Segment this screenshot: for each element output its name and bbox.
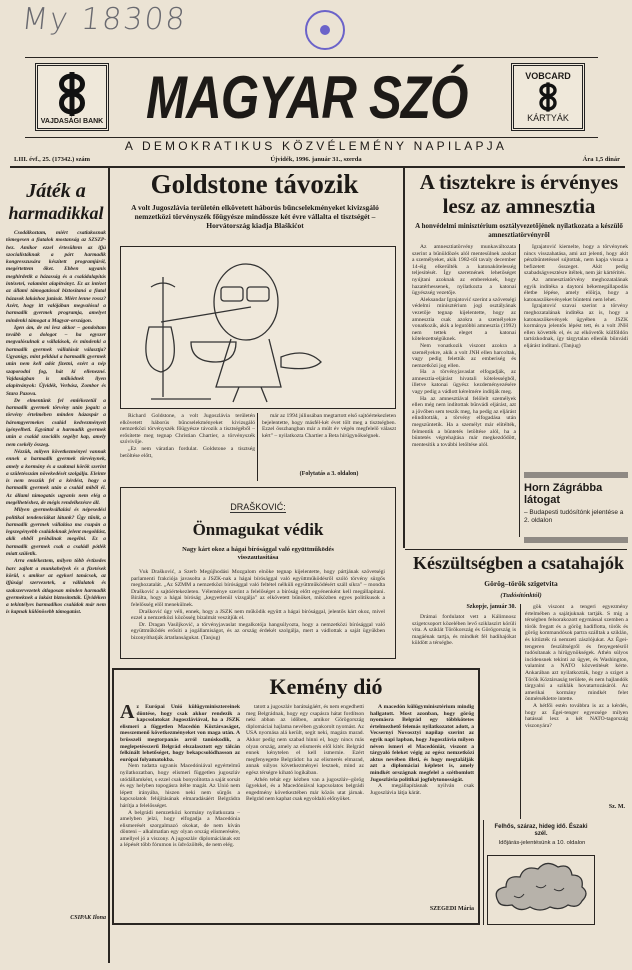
draskovic-subtitle: Nagy kárt okoz a hágai bírósággal való együttműködés visszautasítása	[182, 546, 334, 561]
paragraph: tatott a jugoszláv barátságáért, és nem engedhetti meg Belgrádnak, hogy egy csapásra hátat fordítson neki abban az időben, amikor Görögország diplomáciai hajlama nevében gyakorolt nyomást. Az USA nyomása alá került, segít neki, magára marad. Akkor pedig nem szabad hinni el, hogy nincs más olyan ország, amely az elismerés elől kitér. Belgrád ennek kénytelen el kell ismernie. Ezért megfenyegette Belgrádot: ha az elismerés elmarad, annak súlyos következményei lesznek, mind az egész térségre kiható logikában.	[246, 704, 364, 776]
caricature-drawing-icon	[121, 247, 394, 407]
paragraph: A hétfői estén továbbra is az a kérdés, hogy az Égei-tenger egyezsége milyen hatással lesz a két NATO-tagország viszonyára?	[525, 702, 628, 729]
warships-title[interactable]: Készültségben a csatahajók	[413, 553, 624, 573]
column-rule	[108, 168, 110, 963]
bank-label: VAJDASÁGI BANK	[40, 117, 104, 125]
kemeny-body-col2	[246, 704, 364, 915]
header-rule	[10, 166, 625, 168]
paragraph: már az 1994 júliusában megtartott első sajtóértekezleten bejelentette, hogy másfél-két évet tölt meg a tisztségben. Ezzel összhangban már a múlt év végén megfelelő választ kért" – nyilatkozta Chartier a Beta hírügynökségnek.	[262, 413, 396, 439]
paragraph: Nézzük, milyen következményei vannak ennek a harmadik gyermek törvénynek, amely a kormány és a szakmai körök szerint a születésszám növekedését szolgálja. Eleinte is nem tesszük fel a kérdést, hogy a harmadik gyermek után a család miből él. Az állami támogatás ugyanis nem elég a megélhetéshez, de mégis rendelkezésre áll.	[6, 448, 106, 506]
paragraph: A macedón külügyminisztérium mindig hallgatott. Most azonban, hogy görög nyomásra Belgrád egy többkötetes értelmezhető felemás nyilatkozatot adott, a Vecsernyi Novosztyi napilap szerint az egyik napi lapban, hogy Jugoszlávia milyen néven ismeri el Macedóniát, viszont a tárgyaló feleket végig az egész nemzetközi aktus nevében illeti, és hogy megtalálják azt a diplomáciai képletet is, amely mindkét országnak megfelel a szétbomlott Jugoszlávia politikai jogfolytonosságát.	[370, 704, 474, 783]
paragraph: Ha az amnesztiával felölelt személyek ellen még nem indítottak bűnvádi eljárást, azt a jövőben sem teszik meg, ha pedig az eljárást elindították, a törvény elfogadása után megszüntetik. Ha a személyt már elítélték, felmentik a büntetés letöltése alól, ha a büntetés végrehajtása már megkezdődött, mentesítik a további letöltése alól.	[412, 395, 516, 448]
amnesty-body-col2	[524, 244, 628, 465]
library-stamp-icon	[305, 10, 345, 50]
warships-byline: (Tudósítónktól)	[500, 592, 542, 599]
paragraph: Az amnesztiatörvény meghozatalának egyik indítéka a daytoni békemegállapodás életbe lépése, amely előírja, hogy a katonaszökevényeket büntetni nem lehet.	[524, 276, 628, 303]
column-rule	[520, 604, 521, 819]
goldstone-subtitle: A volt Jugoszlávia területén elkövetett háborús bűncselekményeket kivizsgáló nemzetközi törvényszék főügyésze mindössze két évre vállalta el tisztségét – Horvátország kiadja Blaškićot	[131, 203, 379, 230]
weather-reference[interactable]: Időjárás-jelentésünk a 10. oldalon	[498, 840, 586, 846]
decorative-bar	[524, 537, 628, 543]
horn-teaser-text: – Budapesti tudósítónk jelentése a 2. oldalon	[524, 509, 624, 524]
paragraph: Dr. Dragan Vasiljković, a törvényjavaslat megalkotója hangsúlyozta, hogy a nemzetközi bírósággal való együttműködés erősíti a jogállamiságot, és az ország érdekét szolgálja, mert a vádlottak a saját ügyükben bizonyíthatják ártatlanságukat. (Tanjug)	[131, 621, 385, 641]
kemeny-signature: SZEGEDI Mária	[429, 906, 474, 912]
warships-signature: Sz. M.	[608, 804, 625, 810]
paragraph: A belgrádi nemzetközi kormány nyilatkozata – amelyben jelzi, hogy elfogadja a Macedónia elismerését szorgalmazó okokat, de nem kíván dönteni – alkalmatlan egy olyan ország elismerésére, amellyel jó a viszony. A jugoszláv diplomáciának ezt a lépését több fórumon is üdvözölték, de nem elég.	[120, 809, 240, 849]
decorative-bar	[524, 472, 628, 478]
paragraph: Igen ám, de mi lesz akkor – gondoltam tovább a dologot – ha egyszer megvalósulnak a vállalások, és mindenki a harmadik gyermek vállalását választja? Ugyanígy, mint például a harmadik gyermek után nem kell adót fizetni, ezért a nép szaporodni fog, hát ki ellenezné. Vajdaságban is működnek ilyen alapítványok: Újvidék, Verbász, Zombor és Stara Pazova.	[6, 324, 106, 397]
draskovic-body	[131, 569, 385, 648]
column-rule	[483, 820, 484, 925]
paragraph: Milyen gyermekvállalási és népesedési politikai tendenciákat látunk? Úgy tűnik, a harmadik gyermek vállalása ma csupán a legszegényebb családoknak jelent megoldást, akik ebből próbálnak megélni. Ez a harmadik gyermek csak a családi pótlék miatt születik.	[6, 507, 106, 558]
paragraph: „Ez nem váratlan fordulat. Goldstone a tisztség betöltése előtt,	[120, 445, 255, 459]
cards-label: KÁRTYÁK	[527, 113, 569, 123]
left-article-body	[6, 230, 106, 915]
tagline: A DEMOKRATIKUS KÖZVÉLEMÉNY NAPILAPJA	[124, 139, 508, 153]
vobcard-ad[interactable]	[511, 63, 585, 131]
goldstone-title[interactable]: Goldstone távozik	[150, 169, 359, 199]
warships-body-col1	[412, 614, 516, 660]
masthead-title: MAGYAR SZÓ	[146, 64, 468, 131]
paragraph: gök viszont a tengeri egyezmény értelmében a sajátjuknak tartják. S míg a térségben felsorakozott egymással szemben a török fregatt és a görög hadiflotta, török és görög kommandósok partra szálltak a sziklán, és kitűzték rá nemzeti zászlójukat. Az Égei-tengeren feszültségről és fenyegetésről tudósítanak a hírügynökségek. Athén súlyos incidensnek tekinti az ügyet, és Washington, valamint a NATO közvetítését kérte. Ankarában azt nyilatkozták, hogy a sziget a Török Köztársaság területe, és nem hajlandók tárgyalni a sziklák hovatartozásáról. Az amerikai kormány mindkét felet önmérsékletre intette.	[525, 604, 628, 703]
goldstone-body-col1	[120, 413, 255, 481]
paragraph: Richard Goldstone, a volt Jugoszlávia területén elkövetett háborús bűncselekményeket kivizsgáló nemzetközi törvényszék főügyésze távozik a tisztségéből – erősítette meg tegnap Christian Chartier, a törvényszék szóvivője.	[120, 413, 255, 446]
cloud-icon	[488, 856, 594, 924]
paragraph: Athén tehát egy kézben van a jugoszláv–görög ügyekkel, és a Macedóniával kapcsolatos belgrádi engedmény következtében már közös utat járnak. Belgrád nem kaphat csak egyoldalú előnyöket.	[246, 776, 364, 803]
kemeny-body-col3	[370, 704, 474, 895]
paragraph: Igrajatović szavai szerint a törvény meghozatalának indítéka az is, hogy a katonaszökevények ügyében a JSZK kormánya jelentős lépést tett, és a volt JNH ellen követték el, és az elkövetők külföldön tartózkodnak, így tárgytalan ellenük bűnvádi eljárást indítani. (Tanjug)	[524, 303, 628, 349]
vobcard-label: VOBCARD	[525, 71, 571, 81]
paragraph: Nem tudatta ugyanis Macedóniával egyértelmű nyilatkozatban, hogy elismeri független jugoszláv utódállamként, s ezzel csak bonyolította a saját sorsát és egy helyben topogásra ítélte magát. Az Unió nem lépett irányába, hiszen neki nem sürgős a kapcsolatok felújításának elmaradásáért Belgrádra hárítja a felelősséget.	[120, 763, 240, 809]
amnesty-body-col1	[412, 244, 516, 534]
left-article-signature: CSIPAK Ilona	[70, 915, 106, 921]
paragraph: Igrajatović kiemelte, hogy a törvénynek nincs visszahatása, ami azt jelenti, hogy akit pénzbüntetéssel sújtottak, nem kapja vissza a befizetett összeget. Akit pedig szabadságvesztésre ítéltek, nem jár kártérítés.	[524, 244, 628, 277]
paragraph: Ha a törvényjavaslat elfogadják, az amnesztia-eljárást hivatali kötelességből, illetve katonai ügyész kezdeményezésére vagy pedig a vádlott kérelmére indítják meg.	[412, 369, 516, 396]
masthead-rule	[25, 137, 598, 138]
kemeny-dio-title[interactable]: Kemény dió	[269, 674, 383, 699]
draskovic-article	[120, 487, 396, 659]
draskovic-kicker: DRAŠKOVIĆ:	[230, 502, 286, 512]
vajdasagi-bank-ad[interactable]	[35, 63, 109, 131]
warships-subtitle: Görög–török szigetvita	[484, 579, 558, 588]
top-rule	[25, 57, 598, 58]
paragraph: Vuk Drašković, a Szerb Megújhodási Mozgalom elnöke tegnap kijelentette, hogy pártjának szövetségi parlamenti frakciója javasolta a JSZK-nak a hágai bírósággal való együttműködésről szóló törvény sürgős meghozatalát. „Az SZMM a nemzetközi bírósággal való feltétel nélküli együttműködésért száll síkra" – mondta Drašković a sajtóértekezleten. Véleménye szerint a felelőséget a bíróság előtt egyénenként kell megállapítani. Bírálta, hogy a hágai bíróság „kegyetlenül vizsgálja" az elkövetett bűnöket, miközben egyes politikusok a felelősség elől menekülnek.	[131, 569, 385, 608]
column-rule	[519, 244, 520, 537]
section-rule	[405, 549, 627, 550]
paragraph: Nem vonatkozik viszont azokra a személyekre, akik a volt JNH ellen harcoltak, vagy pedig felettük az emberiség és nemzetközi jog ellen.	[412, 342, 516, 369]
weather-forecast: Felhős, száraz, hideg idő. Északi szél.	[494, 824, 588, 837]
paragraph: Drámai fordulatot vett a Kálimnosz szigetcsoport közelében levő sziklaszirt körüli vita. A sziklát Törökország és Görögország is magáénak tartja, és mindkét fél hadihajókat küldött a térségbe.	[412, 614, 516, 647]
dateline: Újvidék, 1996. január 31., szerda	[270, 156, 362, 163]
paragraph: Aleksandar Igrajatović szerint a szövetségi védelmi minisztérium jogi osztályának vezetője tegnap kijelentette, hogy az amnesztia csak azokra a személyekre vonatkozik, akik a legutóbbi amnesztia (1992) nem tettek eleget a katonai kötelezettségüknek.	[412, 296, 516, 343]
goldstone-body-col2	[262, 413, 396, 466]
bank-logo-icon	[534, 81, 562, 113]
issue-number: LIII. évf., 25. (17342.) szám	[14, 156, 91, 163]
paragraph: De elmentünk fel emlékezetül a harmadik gyermek törvény után jogait: a törvény értelmében minden házaspár a háromgyermekes család kedvezményeit igényelheti. Egyúttal a harmadik gyermek után a család szociális segélyt kap, amely nem csekély összeg.	[6, 397, 106, 448]
draskovic-title[interactable]: Önmagukat védik	[192, 520, 324, 539]
left-article-title-1: Játék a	[26, 180, 86, 202]
goldstone-caricature	[120, 246, 396, 409]
drop-cap: A	[120, 704, 135, 723]
paragraph: Csodálkoztam, miért csatlakoznak tömegesen a fiatalok mostanság az SZSZP-hez. Amikor ezzel értesültem az ifjú szocialistáknak a párt harmadik kongresszusára készített programjáról, megértettem őket. Ebben ugyanis meghirdetik a házasság és a családalapítás intézetei, valamint alapítványt. Ez az intézet az állami támogatással biztosítaná a fiatal házasok lakáshoz jutását. Miért lenne rossz? Azért, hogy itt valójában megvalósul a harmadik gyermek programja, amelyet mindenki támogat a Magyar-országon.	[6, 230, 106, 324]
warships-body-col2	[525, 604, 628, 795]
horn-teaser-title[interactable]: Horn Zágrábba látogat	[524, 482, 603, 506]
paragraph: A megállapításnak nyilván csak Jugoszlávia látja kárát.	[370, 783, 474, 796]
left-article-title-2: harmadikkal	[8, 203, 104, 223]
paragraph: Az amnesztiatörvény munkaváltozata szerint a bűnüldözés alól mentesülnek azokat a személyeket, akik 1982-től tavaly december 14-éig elkerülték a katonakötelesség teljesítését. Így szeretnének lehetőséget nyújtani azoknak az embereknek, hogy hazatérhessenek, nyilatkozta a katonai ügyészség vezetője.	[412, 244, 516, 297]
weather-box	[487, 855, 595, 925]
price: Ára 1,5 dinár	[582, 156, 620, 163]
paragraph: Drašković úgy véli, ennek, hogy a JSZK nem működik együtt a hágai bírósággal, jelentős kárt okoz, mivel ezzel a nemzetközi közösség bizalmát veszítjük el.	[131, 608, 385, 622]
column-rule	[257, 413, 258, 481]
paragraph: Arra emlékeztem, milyen több évtizedes harc zajlott a munkahelyek és a fizetések körül, s amikor az egykori tanácsok, az ifjúsági szervezetek, a vállalatok és szakszervezetek átlagosan minden harmadik gyermeknek a lakást biztosították. Újvidéken a tekintélyes harmadikos családok már nem is kapnak különösebb támogatást.	[6, 558, 106, 616]
bank-logo-icon	[53, 70, 91, 118]
kemeny-body-col1	[120, 704, 240, 915]
amnesty-subtitle: A honvédelmi minisztérium osztályvezetőjének nyilatkozata a készülő amnesztiatörvényről	[415, 222, 623, 239]
warships-dateline: Szkopje, január 30.	[466, 604, 516, 610]
paragraph: z Európai Unió külügyminisztereinek döntése, hogy csak akkor rendezik a kapcsolatokat Jugoszláviával, ha a JSZK elismeri a független Macedón Köztársaságot, messzemenő következményeket von maga után. A brüsszeli megtorpanás arról tanúskodik, a meglepetésszerű Belgrád elszalasztott egy tálcán felkínált lehetőséget, hogy bekapcsolódhasson az európai folyamatokba.	[120, 704, 240, 763]
goldstone-continued-link[interactable]: (Folytatás a 3. oldalon)	[299, 471, 359, 477]
handwritten-archive-number: My 18308	[20, 2, 189, 37]
left-article	[6, 180, 106, 921]
kemeny-dio-article	[112, 668, 480, 925]
amnesty-title[interactable]: A tisztekre is érvényes lesz az amnesztia	[419, 170, 619, 218]
column-rule	[403, 168, 405, 548]
